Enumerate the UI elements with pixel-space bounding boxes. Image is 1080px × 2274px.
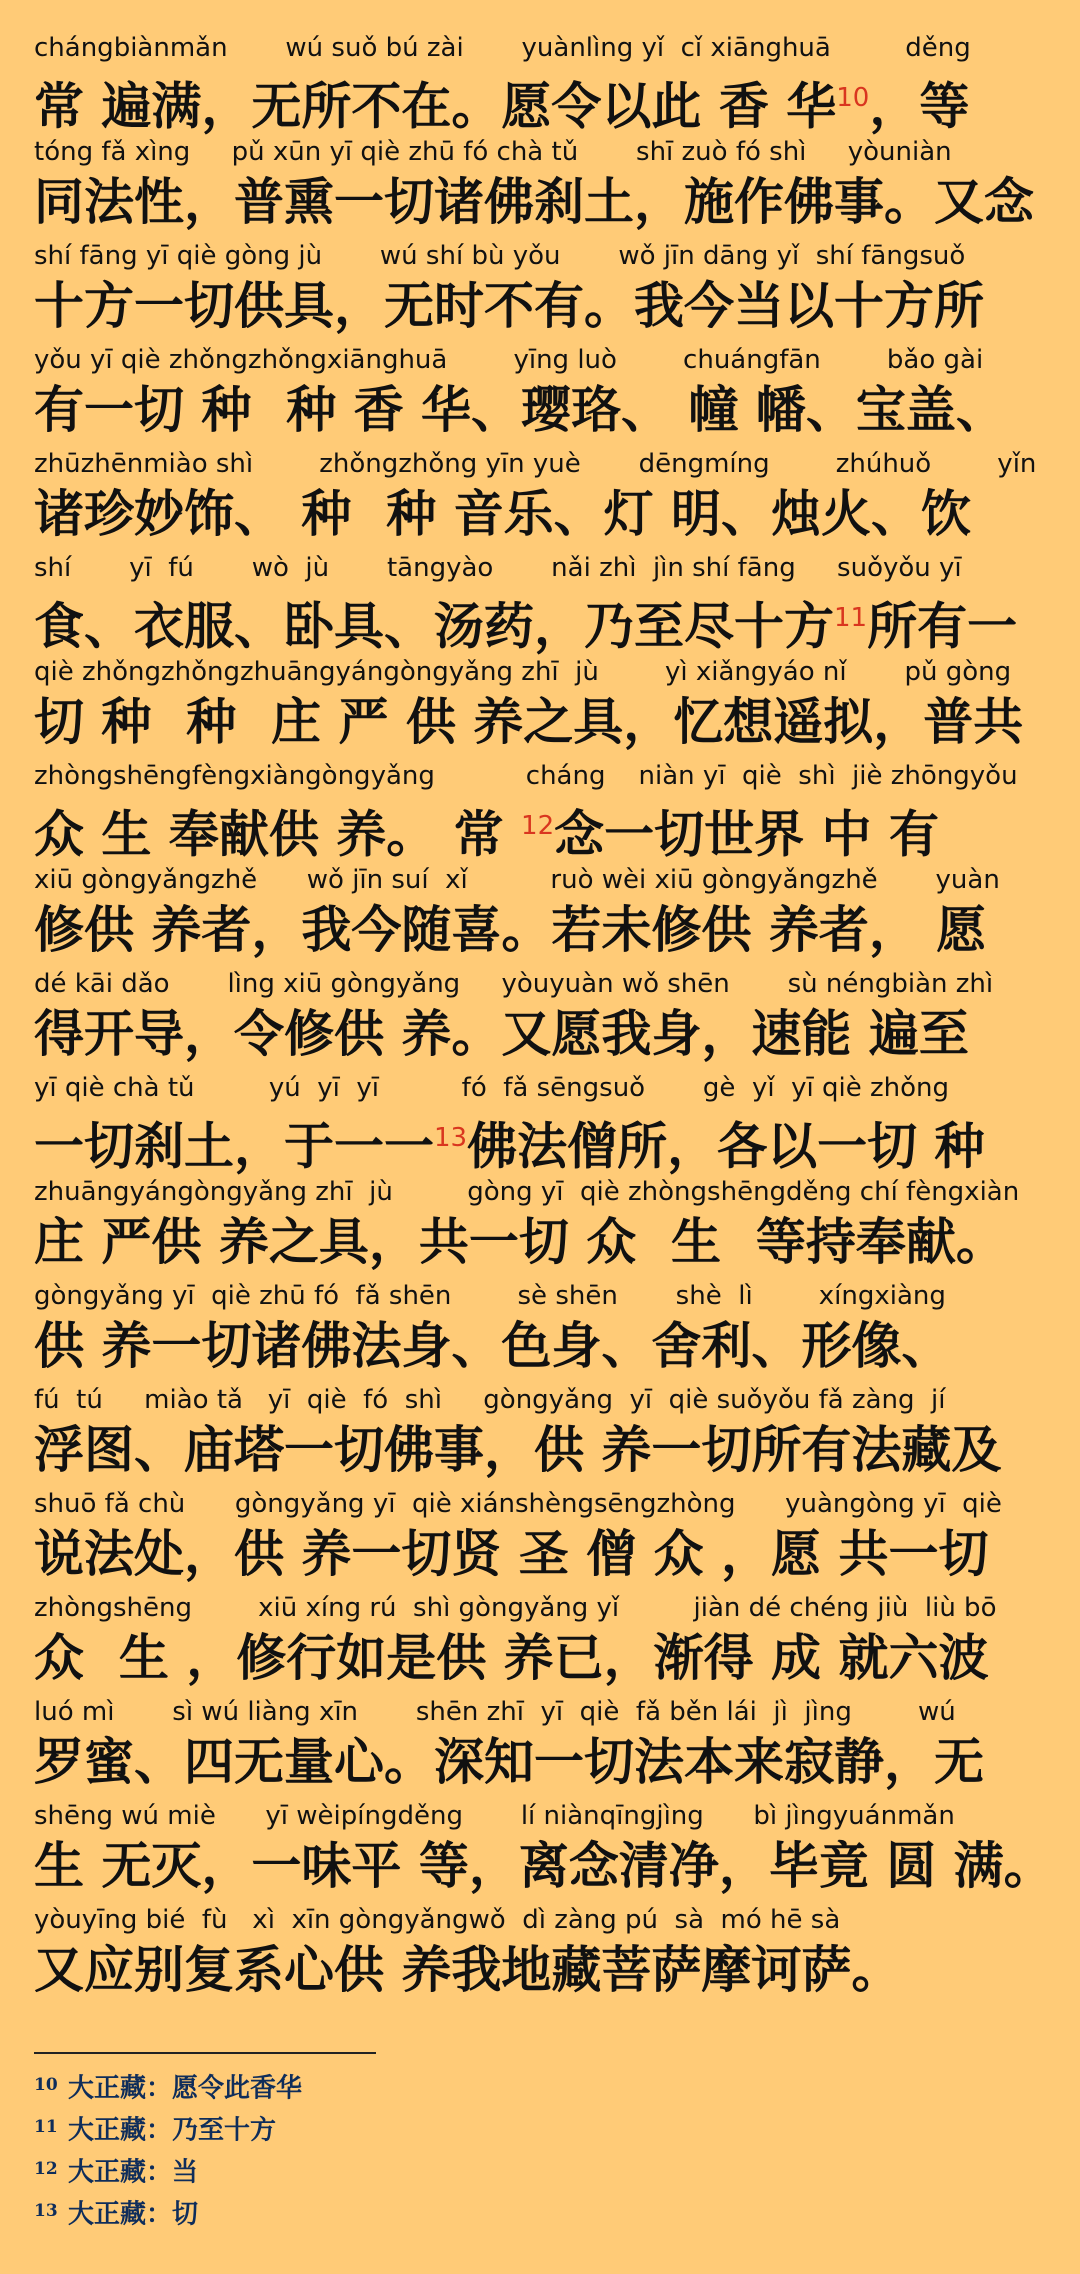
hanzi-row — [34, 1626, 1054, 1690]
pinyin-row: shí fāng yī qiè gòng jù wú shí bù yǒu wǒ jīn dāng yǐ shí fāngsuǒ — [34, 241, 966, 271]
pinyin-row: shuō fǎ chù gòngyǎng yī qiè xiánshèngsēngzhòng yuàngòng yī qiè — [34, 1489, 1002, 1519]
footnote-ref[interactable]: 13 — [434, 1123, 468, 1153]
hanzi-row — [34, 1106, 1054, 1176]
hanzi-row — [34, 66, 1054, 136]
hanzi-row — [34, 482, 1054, 546]
footnote-number: 10 — [34, 2075, 58, 2095]
pinyin-row: zhòngshēng xiū xíng rú shì gòngyǎng yǐ jiàn dé chéng jiù liù bō — [34, 1593, 997, 1623]
pinyin-row: shí yī fú wò jù tāngyào nǎi zhì jìn shí fāng suǒyǒu yī — [34, 553, 962, 583]
pinyin-row: yǒu yī qiè zhǒngzhǒngxiānghuā yīng luò chuángfān bǎo gài — [34, 345, 984, 375]
verse-line — [34, 654, 1054, 758]
hanzi-text: 庄 严供 养之具，共一切 众 生 等持奉献。 — [34, 1213, 1006, 1271]
hanzi-row — [34, 1730, 1054, 1794]
hanzi-text: ，等 — [869, 77, 970, 136]
hanzi-text: 生 无灭，一味平 等，离念清净，毕竟 圆 满。 — [34, 1837, 1054, 1895]
verse-line — [34, 1174, 1054, 1278]
pinyin-row: shēng wú miè yī wèipíngděng lí niànqīngjìng bì jìngyuánmǎn — [34, 1801, 955, 1831]
verse-text — [34, 30, 1054, 2006]
verse-line — [34, 1382, 1054, 1486]
footnote-ref[interactable]: 10 — [836, 83, 870, 113]
hanzi-text: 常 遍满，无所不在。愿令以此 香 华 — [34, 77, 837, 136]
hanzi-row — [34, 378, 1054, 442]
hanzi-text: 所有一 — [867, 597, 1018, 656]
pinyin-row: zhòngshēngfèngxiàngòngyǎng cháng niàn yī qiè shì jiè zhōngyǒu — [34, 761, 1018, 791]
hanzi-row — [34, 794, 1054, 864]
hanzi-row — [34, 898, 1054, 962]
hanzi-text: 说法处，供 养一切贤 圣 僧 众 ，愿 共一切 — [34, 1525, 989, 1583]
pinyin-row: qiè zhǒngzhǒngzhuāngyángòngyǎng zhī jù yì xiǎngyáo nǐ pǔ gòng — [34, 657, 1012, 687]
hanzi-text: 修供 养者，我今随喜。若未修供 养者， 愿 — [34, 901, 987, 959]
pinyin-row: yòuyīng bié fù xì xīn gòngyǎngwǒ dì zàng pú sà mó hē sà — [34, 1905, 841, 1935]
hanzi-text: 同法性，普熏一切诸佛刹土，施作佛事。又念 — [34, 173, 1034, 231]
verse-line — [34, 342, 1054, 446]
pinyin-row: dé kāi dǎo lìng xiū gòngyǎng yòuyuàn wǒ shēn sù néngbiàn zhì — [34, 969, 994, 999]
pinyin-row: xiū gòngyǎngzhě wǒ jīn suí xǐ ruò wèi xiū gòngyǎngzhě yuàn — [34, 865, 1000, 895]
hanzi-text: 佛法僧所，各以一切 种 — [467, 1117, 985, 1176]
hanzi-text: 得开导，令修供 养。又愿我身，速能 遍至 — [34, 1005, 969, 1063]
footnote-text: 大正藏：乃至十方 — [68, 2115, 277, 2146]
footnote-divider — [34, 2052, 376, 2054]
verse-line — [34, 1278, 1054, 1382]
pinyin-row: chángbiànmǎn wú suǒ bú zài yuànlìng yǐ cǐ xiānghuā děng — [34, 33, 971, 63]
footnote-item — [34, 2190, 302, 2232]
verse-line — [34, 30, 1054, 134]
hanzi-text: 罗蜜、四无量心。深知一切法本来寂静，无 — [34, 1733, 984, 1791]
hanzi-text: 十方一切供具，无时不有。我今当以十方所 — [34, 277, 984, 335]
hanzi-row — [34, 1002, 1054, 1066]
footnote-number: 13 — [34, 2201, 58, 2221]
pinyin-row: tóng fǎ xìng pǔ xūn yī qiè zhū fó chà tǔ shī zuò fó shì yòuniàn — [34, 137, 952, 167]
footnote-number: 12 — [34, 2159, 58, 2179]
hanzi-text: 有一切 种 种 香 华、璎珞、 幢 幡、宝盖、 — [34, 381, 1006, 439]
footnote-text: 大正藏：当 — [68, 2157, 199, 2188]
pinyin-row: luó mì sì wú liàng xīn shēn zhī yī qiè fǎ běn lái jì jìng wú — [34, 1697, 956, 1727]
hanzi-text: 诸珍妙饰、 种 种 音乐、灯 明、烛火、饮 — [34, 485, 972, 543]
footnotes — [34, 2064, 302, 2232]
hanzi-text: 众 生 奉献供 养。 常 — [34, 805, 522, 864]
footnote-ref[interactable]: 11 — [834, 603, 868, 633]
verse-line — [34, 446, 1054, 550]
hanzi-row — [34, 586, 1054, 656]
verse-line — [34, 1590, 1054, 1694]
verse-line — [34, 238, 1054, 342]
hanzi-text: 又应别复系心供 养我地藏菩萨摩诃萨。 — [34, 1941, 902, 1999]
footnote-ref[interactable]: 12 — [521, 811, 555, 841]
hanzi-text: 供 养一切诸佛法身、色身、舍利、形像、 — [34, 1317, 952, 1375]
footnote-item — [34, 2148, 302, 2190]
hanzi-row — [34, 1522, 1054, 1586]
hanzi-row — [34, 690, 1054, 754]
verse-line — [34, 966, 1054, 1070]
hanzi-row — [34, 1938, 1054, 2002]
footnote-number: 11 — [34, 2117, 58, 2137]
footnote-text: 大正藏：切 — [68, 2199, 199, 2230]
hanzi-text: 食、衣服、卧具、汤药，乃至尽十方 — [34, 597, 834, 656]
hanzi-text: 念一切世界 中 有 — [554, 805, 939, 864]
pinyin-row: zhūzhēnmiào shì zhǒngzhǒng yīn yuè dēngmíng zhúhuǒ yǐn — [34, 449, 1037, 479]
hanzi-row — [34, 170, 1054, 234]
footnote-text: 大正藏：愿令此香华 — [68, 2073, 303, 2104]
pinyin-row: gòngyǎng yī qiè zhū fó fǎ shēn sè shēn shè lì xíngxiàng — [34, 1281, 946, 1311]
hanzi-row — [34, 1834, 1054, 1898]
hanzi-text: 众 生 ，修行如是供 养已，渐得 成 就六波 — [34, 1629, 989, 1687]
hanzi-row — [34, 274, 1054, 338]
verse-line — [34, 1694, 1054, 1798]
hanzi-text: 一切刹土，于一一 — [34, 1117, 434, 1176]
hanzi-text: 浮图、庙塔一切佛事，供 养一切所有法藏及 — [34, 1421, 1002, 1479]
footnote-item — [34, 2064, 302, 2106]
hanzi-row — [34, 1210, 1054, 1274]
hanzi-text: 切 种 种 庄 严 供 养之具，忆想遥拟，普共 — [34, 693, 1024, 751]
pinyin-row: yī qiè chà tǔ yú yī yī fó fǎ sēngsuǒ gè yǐ yī qiè zhǒng — [34, 1073, 949, 1103]
hanzi-row — [34, 1314, 1054, 1378]
verse-line — [34, 1486, 1054, 1590]
pinyin-row: zhuāngyángòngyǎng zhī jù gòng yī qiè zhòngshēngděng chí fèngxiàn — [34, 1177, 1020, 1207]
verse-line — [34, 550, 1054, 654]
footnote-item — [34, 2106, 302, 2148]
verse-line — [34, 134, 1054, 238]
verse-line — [34, 1902, 1054, 2006]
hanzi-row — [34, 1418, 1054, 1482]
pinyin-row: fú tú miào tǎ yī qiè fó shì gòngyǎng yī qiè suǒyǒu fǎ zàng jí — [34, 1385, 946, 1415]
verse-line — [34, 862, 1054, 966]
verse-line — [34, 1070, 1054, 1174]
verse-line — [34, 1798, 1054, 1902]
verse-line — [34, 758, 1054, 862]
